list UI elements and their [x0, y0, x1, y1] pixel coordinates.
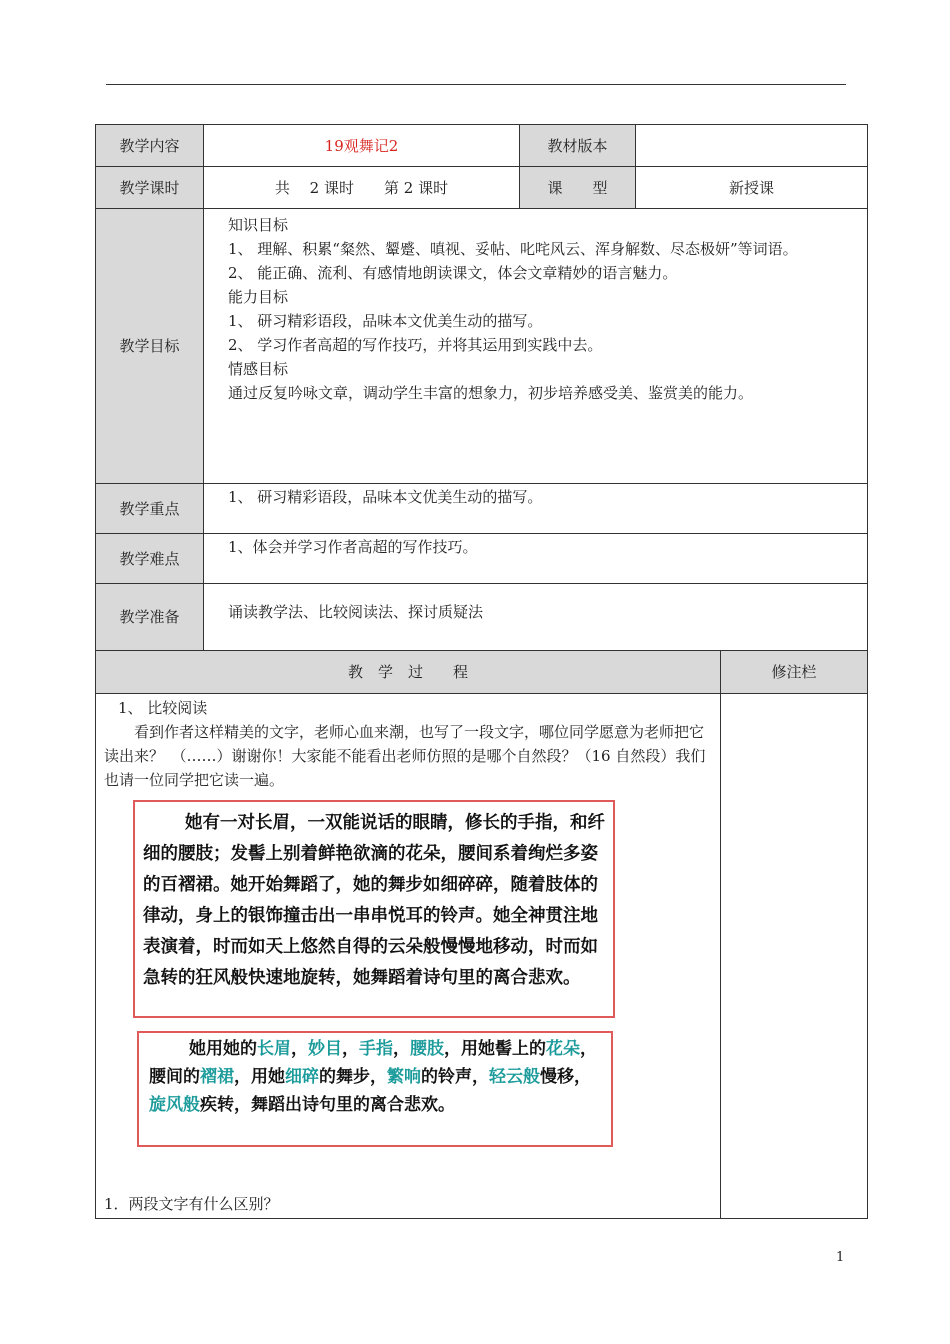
content-label: 教学内容 [96, 125, 204, 167]
plain-text: ， [342, 1039, 359, 1059]
keyword: 腰肢 [410, 1039, 444, 1059]
header-rule [106, 84, 846, 85]
objective-line: 通过反复吟咏文章，调动学生丰富的想象力，初步培养感受美、鉴赏美的能力。 [228, 384, 754, 402]
question-line: 1．两段文字有什么区别？ [104, 1195, 279, 1213]
keyword: 长眉 [257, 1039, 291, 1059]
keyword: 妙目 [308, 1039, 342, 1059]
key-point-text: 1、 研习精彩语段，品味本文优美生动的描写。 [204, 484, 868, 534]
difficulty-text: 1、体会并学习作者高超的写作技巧。 [204, 534, 868, 584]
plain-text: 的铃声， [421, 1067, 489, 1087]
type-label: 课 型 [520, 167, 636, 209]
plain-text: 她用她的 [189, 1039, 257, 1059]
original-passage-box [133, 800, 615, 1018]
objective-line: 知识目标 [228, 216, 289, 234]
objective-line: 2、 学习作者高超的写作技巧，并将其运用到实践中去。 [228, 336, 603, 354]
objectives-content [204, 209, 868, 484]
keyword: 花朵 [546, 1039, 580, 1059]
difficulty-label: 教学难点 [96, 534, 204, 584]
objective-line: 情感目标 [228, 360, 289, 378]
objective-line: 1、 理解、积累“粲然、颦蹙、嗔视、妥帖、叱咤风云、浑身解数、尽态极妍”等词语。 [228, 240, 798, 258]
period-label: 教学课时 [96, 167, 204, 209]
notes-column [721, 694, 868, 1219]
plain-text: ，用她 [234, 1067, 285, 1087]
section-title: 1、 比较阅读 [118, 699, 208, 717]
plain-text: ， [291, 1039, 308, 1059]
plain-text: 疾转，舞蹈出诗句里的离合悲欢。 [200, 1095, 455, 1115]
preparation-label: 教学准备 [96, 584, 204, 651]
objective-line: 1、 研习精彩语段，品味本文优美生动的描写。 [228, 312, 543, 330]
plain-text: 慢移， [540, 1067, 591, 1087]
key-point-label: 教学重点 [96, 484, 204, 534]
plain-text: 的舞步， [319, 1067, 387, 1087]
rewrite-passage-box [137, 1031, 613, 1147]
plain-text: ，腰间的 [149, 1039, 597, 1087]
preparation-text: 诵读教学法、比较阅读法、探讨质疑法 [204, 584, 868, 651]
rewrite-passage-text [149, 1035, 601, 1119]
page-number: 1 [836, 1250, 845, 1265]
lesson-title: 19观舞记2 [204, 125, 520, 167]
notes-header: 修注栏 [721, 651, 868, 694]
period-value: 共 2 课时 第 2 课时 [204, 167, 520, 209]
plain-text: ，用她髻上的 [444, 1039, 546, 1059]
objective-line: 能力目标 [228, 288, 289, 306]
process-content [96, 694, 721, 1219]
keyword: 旋风般 [149, 1095, 200, 1115]
original-passage-text: 她有一对长眉，一双能说话的眼睛，修长的手指，和纤细的腰肢；发髻上别着鲜艳欲滴的花朵，腰间系着绚烂多姿的百褶裙。她开始舞蹈了，她的舞步如细碎碎，随着肢体的律动，身上的银饰撞击出一串串悦耳的铃声。她全神贯注地表演着，时而如天上悠然自得的云朵般慢慢地移动，时而如急转的狂风般快速地旋转，她舞蹈着诗句里的离合悲欢。 [143, 813, 605, 988]
keyword: 手指 [359, 1039, 393, 1059]
keyword: 褶裙 [200, 1067, 234, 1087]
keyword: 细碎 [285, 1067, 319, 1087]
process-header: 教 学 过 程 [96, 651, 721, 694]
objective-line: 2、 能正确、流利、有感情地朗读课文，体会文章精妙的语言魅力。 [228, 264, 678, 282]
edition-value [636, 125, 868, 167]
lesson-plan-table [95, 124, 868, 1219]
keyword: 繁响 [387, 1067, 421, 1087]
keyword: 轻云般 [489, 1067, 540, 1087]
edition-label: 教材版本 [520, 125, 636, 167]
intro-paragraph: 看到作者这样精美的文字，老师心血来潮，也写了一段文字，哪位同学愿意为老师把它读出来？ （……）谢谢你！大家能不能看出老师仿照的是哪个自然段？（16 自然段）我们也请一位同学把它读一遍。 [104, 723, 706, 789]
objectives-label: 教学目标 [96, 209, 204, 484]
plain-text: ， [393, 1039, 410, 1059]
type-value: 新授课 [636, 167, 868, 209]
